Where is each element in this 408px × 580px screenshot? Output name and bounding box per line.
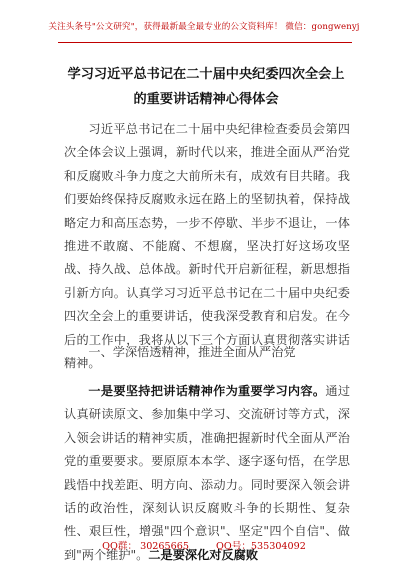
document-title: 学习习近平总书记在二十届中央纪委四次全会上的重要讲话精神心得体会 (67, 67, 345, 107)
footer-qq-group: QQ群： 30265665 (102, 541, 189, 552)
header-divider (58, 42, 352, 43)
point-one-body: 通过认真研读原文、参加集中学习、交流研讨等方式，深入领会讲话的精神实质，准确把握新时代全面从严治党的重要要求。要原原本本学、逐字逐句悟，在学思践悟中找差距、明方向、添动力。同时要深入领会讲话的政治性，深刻认识反腐败斗争的长期性、复杂性、艰巨性，增强"四个意识"、坚定"四个自信"、做到"两个维护"。 (64, 384, 351, 562)
footer-qq-number: QQ号：535304092 (216, 541, 306, 552)
header-banner: 关注头条号"公文研究"，获得最新最全最专业的公文资料库！ 微信：gongwenyj (48, 22, 360, 32)
point-one-lead: 一是要坚持把讲话精神作为重要学习内容。 (88, 384, 326, 398)
paragraph-intro: 习近平总书记在二十届中央纪律检查委员会第四次全体会议上强调，新时代以来，推进全面从严治党和反腐败斗争力度之大前所未有，成效有目共睹。我们要始终保持反腐败永远在路上的坚韧执着，保持战略定力和高压态势，一步不停歇、半步不退让，一体推进不敢腐、不能腐、不想腐，坚决打好这场攻坚战、持久战、总体战。新时代开启新征程，新思想指引新方向。认真学习习近平总书记在二十届中央纪委四次全会上的重要讲话，使我深受教育和启发。在今后的工作中，我将从以下三个方面认真贯彻落实讲话精神。 (64, 122, 350, 371)
footer-contact (0, 538, 408, 552)
section-heading: 一、学深悟透精神，推进全面从严治党 (88, 345, 296, 359)
point-two-lead: 二是要深化对反腐败 (148, 547, 259, 562)
